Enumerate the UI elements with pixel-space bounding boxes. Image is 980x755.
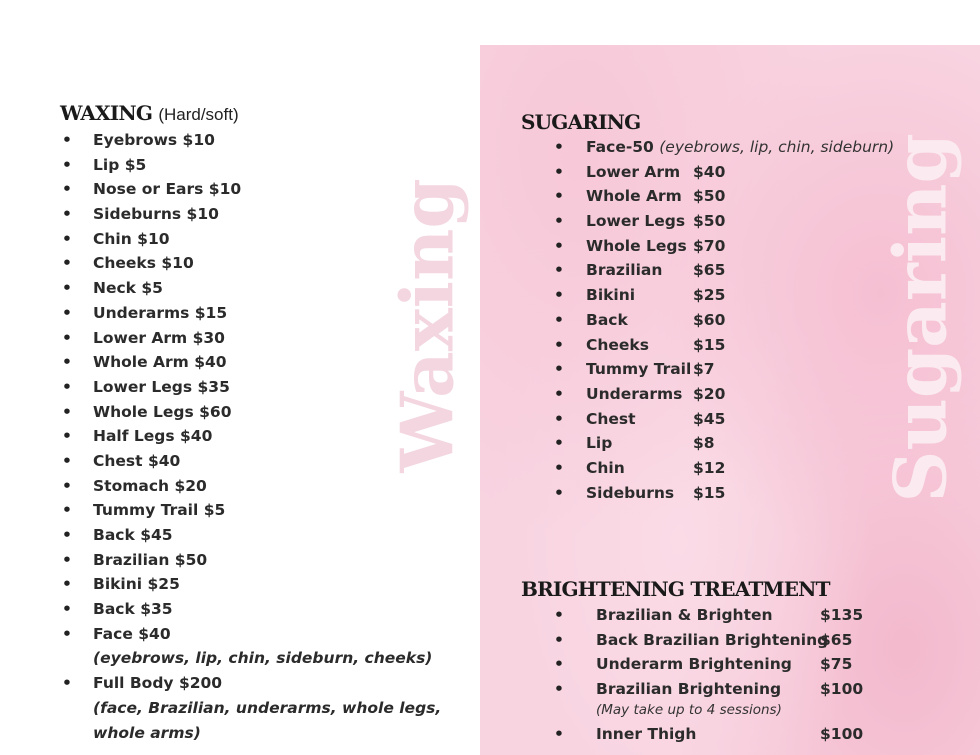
list-item <box>60 523 441 548</box>
list-item <box>521 456 894 481</box>
list-item <box>60 572 441 597</box>
service-price: $100 <box>820 680 864 699</box>
service-name: Whole Arm <box>93 353 189 372</box>
list-item <box>60 350 441 375</box>
service-name: Back <box>93 600 135 619</box>
service-name: Lower Arm <box>586 162 681 181</box>
service-price: $10 <box>137 229 170 248</box>
service-name: Bikini <box>93 575 143 594</box>
service-name: Cheeks <box>586 335 649 354</box>
service-name: Lower Legs <box>586 212 686 231</box>
list-item <box>60 153 441 178</box>
service-price: $65 <box>820 630 853 649</box>
waxing-title <box>60 101 239 125</box>
service-price: $60 <box>199 402 232 421</box>
service-name: Full Body <box>93 674 174 693</box>
service-name: Chest <box>93 451 143 470</box>
service-price: $100 <box>820 724 864 743</box>
brightening-list <box>521 603 863 746</box>
list-item <box>521 677 863 702</box>
brightening-title: BRIGHTENING TREATMENT <box>521 577 830 601</box>
list-item <box>60 326 441 351</box>
list-item <box>521 722 863 747</box>
service-price: $45 <box>693 409 726 428</box>
service-price: $35 <box>140 600 173 619</box>
list-item <box>60 128 441 153</box>
list-item <box>60 202 441 227</box>
service-price: $12 <box>693 458 726 477</box>
sugaring-list <box>521 135 894 505</box>
list-item <box>521 209 894 234</box>
service-name: Whole Arm <box>586 187 682 206</box>
service-price: $5 <box>203 501 226 520</box>
service-name: Chin <box>586 458 625 477</box>
service-price: $50 <box>693 187 726 206</box>
service-name: Neck <box>93 279 136 298</box>
service-price: $40 <box>147 451 181 470</box>
service-note: (eyebrows, lip, chin, sideburn) <box>659 138 895 156</box>
service-price: $50 <box>693 212 726 231</box>
service-price: $20 <box>693 384 726 403</box>
list-item <box>60 375 441 400</box>
service-price: $10 <box>161 254 194 273</box>
service-name: Underarm Brightening <box>596 655 792 674</box>
list-item <box>60 671 441 696</box>
service-name: Sideburns <box>93 205 182 224</box>
list-item <box>60 548 441 573</box>
service-name: Brazilian & Brighten <box>596 606 773 624</box>
list-item <box>60 251 441 276</box>
service-price: $15 <box>194 303 228 322</box>
service-price: $15 <box>693 483 726 502</box>
service-price: $10 <box>208 180 242 199</box>
list-item <box>521 135 894 160</box>
list-item <box>60 227 441 252</box>
service-name: Lower Arm <box>93 328 188 347</box>
list-item <box>60 177 441 202</box>
service-name: Lower Legs <box>93 377 193 396</box>
list-item <box>60 276 441 301</box>
service-name: Back <box>586 310 628 329</box>
sugaring-title: SUGARING <box>521 110 641 134</box>
service-price: $25 <box>693 286 726 305</box>
list-item <box>521 258 894 283</box>
list-item <box>521 160 894 185</box>
waxing-watermark: Waxing <box>384 178 470 473</box>
service-name: Sideburns <box>586 483 675 502</box>
service-price: $5 <box>141 279 163 298</box>
service-name: Underarms <box>586 384 683 403</box>
service-name: Tummy Trail <box>586 360 692 379</box>
service-name: Half Legs <box>93 427 175 446</box>
list-item <box>60 597 441 622</box>
sugaring-watermark: Sugaring <box>877 133 963 503</box>
service-name: Chest <box>586 409 636 428</box>
service-price: $60 <box>693 310 726 329</box>
list-item <box>521 283 894 308</box>
service-price: $15 <box>693 335 726 354</box>
service-price: $40 <box>180 427 213 446</box>
service-price: $10 <box>182 131 215 149</box>
list-item <box>521 481 894 506</box>
list-item <box>521 652 863 677</box>
list-item <box>521 333 894 358</box>
service-note: (eyebrows, lip, chin, sideburn, cheeks) <box>93 649 433 668</box>
service-price: $40 <box>138 624 171 643</box>
service-name: Tummy Trail <box>93 501 199 520</box>
service-name: Chin <box>93 229 132 248</box>
service-name: Whole Legs <box>586 236 687 255</box>
list-item <box>60 424 441 449</box>
service-price: $70 <box>693 236 726 255</box>
service-price: $75 <box>820 655 853 674</box>
service-price: $20 <box>174 476 207 495</box>
service-name: Brazilian <box>586 261 663 280</box>
service-price: $25 <box>147 575 180 594</box>
service-name: Back Brazilian Brightening <box>596 630 829 649</box>
service-price: $5 <box>124 155 147 174</box>
service-note: (face, Brazilian, underarms, whole legs, <box>93 698 442 717</box>
service-price: $50 <box>174 550 208 569</box>
service-name: Back <box>93 526 135 544</box>
top-strip <box>0 0 980 46</box>
service-name: Underarms <box>93 303 190 322</box>
waxing-subtitle: (Hard/soft) <box>158 105 239 124</box>
service-price: $35 <box>197 377 230 396</box>
service-name: Face-50 <box>586 138 654 156</box>
service-name: Eyebrows <box>93 131 178 149</box>
service-price: $7 <box>693 360 715 379</box>
service-price: $10 <box>186 205 219 224</box>
list-item <box>60 301 441 326</box>
service-name: Lip <box>93 155 120 174</box>
list-item <box>521 357 894 382</box>
service-name: Nose or Ears <box>93 180 204 199</box>
list-item <box>521 628 863 653</box>
list-item <box>60 449 441 474</box>
list-item <box>60 474 441 499</box>
list-item <box>521 603 863 628</box>
service-price: $40 <box>194 353 227 372</box>
service-name: Face <box>93 624 133 643</box>
waxing-heading: WAXING <box>60 101 153 125</box>
service-price: $30 <box>192 328 225 347</box>
service-name: Whole Legs <box>93 402 194 421</box>
list-item <box>521 382 894 407</box>
service-price: $135 <box>820 606 864 624</box>
service-price: $200 <box>178 674 223 693</box>
service-name: Stomach <box>93 476 170 495</box>
list-item <box>521 431 894 456</box>
service-note: (May take up to 4 sessions) <box>596 701 782 718</box>
service-name: Inner Thigh <box>596 724 697 743</box>
list-item <box>521 184 894 209</box>
service-price: $45 <box>140 526 173 544</box>
list-item <box>521 407 894 432</box>
service-price: $8 <box>693 434 715 453</box>
service-price: $40 <box>693 162 726 181</box>
list-item <box>521 308 894 333</box>
service-note: whole arms) <box>93 723 201 742</box>
list-item <box>60 498 441 523</box>
list-item <box>60 400 441 425</box>
service-name: Brazilian Brightening <box>596 680 782 699</box>
service-name: Lip <box>586 434 613 453</box>
service-price: $65 <box>693 261 726 280</box>
service-name: Cheeks <box>93 254 156 273</box>
list-item <box>60 622 441 647</box>
service-name: Bikini <box>586 286 636 305</box>
waxing-list <box>60 128 441 745</box>
list-item <box>521 234 894 259</box>
service-name: Brazilian <box>93 550 170 569</box>
